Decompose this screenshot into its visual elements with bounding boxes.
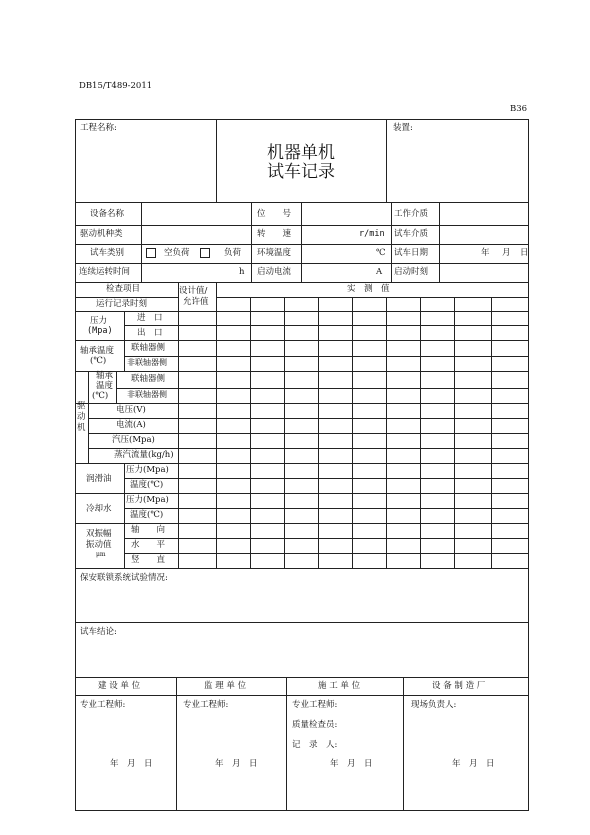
load-label: 负荷 [224,248,242,258]
run-record-time-label: 运行记录时刻 [96,299,148,309]
bearing-temp-unit: (℃) [90,356,107,366]
supervision-unit-label: 监 理 单 位 [204,681,247,691]
pressure-label: 压力 [90,316,108,326]
steam-pressure-label: 汽压(Mpa) [112,435,155,445]
vibration-label-2: 振动值 [86,540,112,550]
no-load-label: 空负荷 [164,248,190,258]
driver-coupling-side-label: 联轴器侧 [131,374,166,384]
allowable-value-label: 允许值 [183,297,209,307]
axial-label: 轴 向 [131,525,166,535]
construction-unit-label: 建 设 单 位 [98,681,141,691]
test-medium-label: 试车介质 [394,229,429,239]
recorder-label: 记 录 人: [292,740,338,750]
inspect-item-label: 检查项目 [106,284,141,294]
inlet-label: 进 口 [137,313,163,323]
construction-date: 年 月 日 [110,759,153,769]
voltage-label: 电压(V) [116,405,146,415]
manufacturer-date: 年 月 日 [452,759,495,769]
speed-label: 转 速 [257,229,292,239]
design-value-label: 设计值/ [179,286,208,296]
conclusion-label: 试车结论: [80,627,117,637]
position-label: 位 号 [257,209,292,219]
driver-label-3: 机 [77,423,86,433]
device-label: 装置: [393,123,413,133]
start-time-label: 启动时刻 [394,267,429,277]
form-title-line2: 试车记录 [267,162,335,182]
contractor-date: 年 月 日 [330,759,373,769]
contractor-engineer-label: 专业工程师: [292,700,338,710]
driver-type-label: 驱动机种类 [80,229,123,239]
date-year: 年 [481,248,490,258]
interlock-test-label: 保安联锁系统试验情况: [80,573,168,583]
driver-label-1: 驱 [77,401,86,411]
test-date-label: 试车日期 [394,248,429,258]
form-title-line1: 机器单机 [267,143,335,163]
supervision-date: 年 月 日 [215,759,258,769]
lube-oil-label: 润滑油 [86,474,112,484]
vertical-label: 竖 直 [131,555,166,565]
form-code: B36 [510,104,528,114]
supervision-engineer-label: 专业工程师: [183,700,229,710]
construction-engineer-label: 专业工程师: [80,700,126,710]
temp-unit: ℃ [376,248,386,258]
standard-code: DB15/T489-2011 [79,81,153,91]
cool-temp-label: 温度(℃) [130,510,164,520]
cool-pressure-label: 压力(Mpa) [126,495,169,505]
measured-label: 实 测 值 [347,284,390,294]
no-load-checkbox[interactable] [146,248,156,258]
vibration-unit: μm [96,551,106,558]
continuous-hours-label: 连续运转时间 [79,267,131,277]
driver-bearing-label-1: 轴承 [96,371,114,381]
driver-bearing-label-2: 温度 [96,381,114,391]
site-leader-label: 现场负责人: [411,700,457,710]
speed-unit: r/min [359,229,385,239]
equipment-name-label: 设备名称 [90,209,125,219]
current-unit: A [376,267,383,277]
quality-inspector-label: 质量检查员: [292,720,338,730]
test-category-label: 试车类别 [90,248,125,258]
hour-unit: h [239,267,245,277]
pressure-unit: (Mpa) [87,326,113,336]
manufacturer-label: 设 备 制 造 厂 [432,681,486,691]
contractor-unit-label: 施 工 单 位 [318,681,361,691]
coupling-side-label: 联轴器侧 [131,343,166,353]
bearing-temp-label: 轴承温度 [80,346,115,356]
start-current-label: 启动电流 [257,267,292,277]
vibration-label-1: 双振幅 [86,529,112,539]
current-label: 电流(A) [116,420,146,430]
ambient-temp-label: 环境温度 [257,248,292,258]
steam-flow-label: 蒸汽流量(kg/h) [114,450,174,460]
driver-label-2: 动 [77,412,86,422]
project-name-label: 工程名称: [80,123,117,133]
outlet-label: 出 口 [137,328,163,338]
cooling-water-label: 冷却水 [86,504,112,514]
work-medium-label: 工作介质 [394,209,429,219]
date-month: 月 [502,248,511,258]
lube-pressure-label: 压力(Mpa) [126,465,169,475]
lube-temp-label: 温度(℃) [130,480,164,490]
load-checkbox[interactable] [200,248,210,258]
horizontal-label: 水 平 [131,540,166,550]
non-coupling-side-label: 非联轴器侧 [127,358,167,367]
date-day: 日 [520,248,529,258]
driver-non-coupling-side-label: 非联轴器侧 [127,390,167,399]
driver-bearing-label-3: (℃) [92,391,109,401]
